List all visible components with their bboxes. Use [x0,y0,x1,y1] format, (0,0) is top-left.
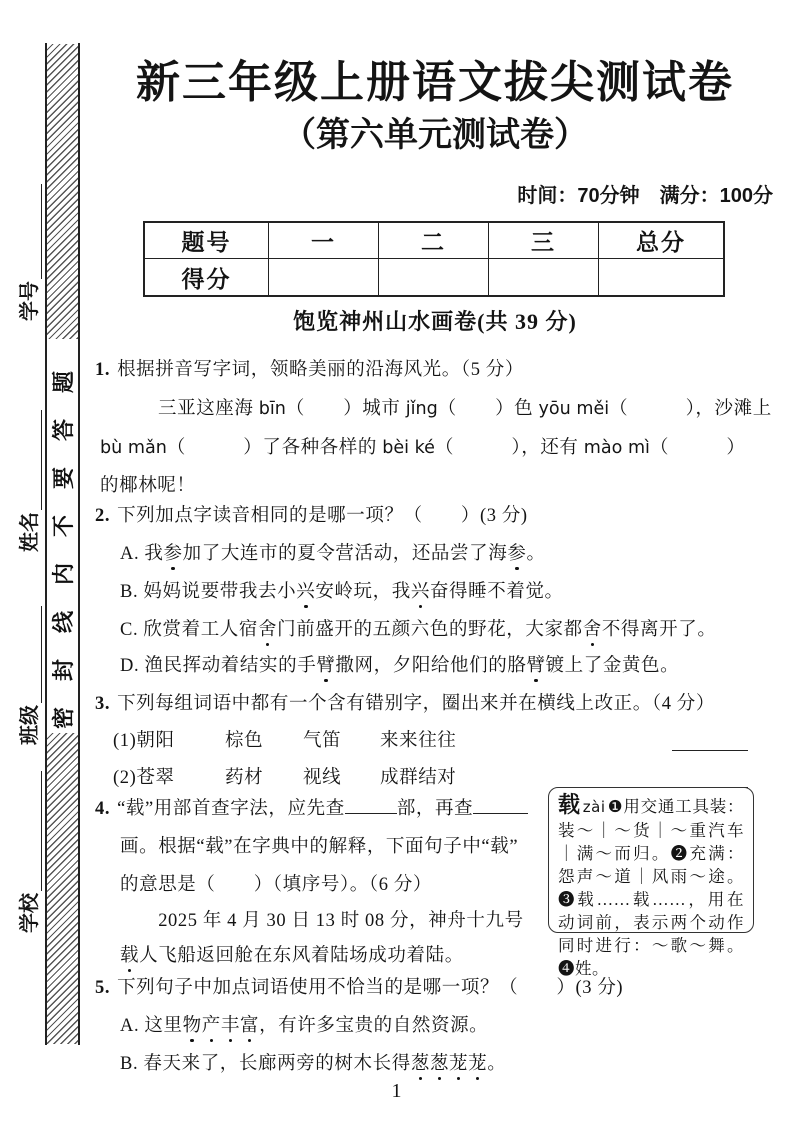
score-table [143,221,725,297]
question-number: 4. [95,799,111,819]
name-blank [20,410,42,510]
question-4-line-4: 2025 年 4 月 30 日 13 时 08 分，神舟十九号 [120,911,524,931]
question-number: 3. [95,694,111,714]
score-cell [489,259,599,295]
score-cell [599,259,723,295]
school-label: 学校 [19,893,41,933]
question-2-option-a: A. 我参加了大连市的夏令营活动，还品尝了海参。 [120,539,546,565]
question-2-option-b: B. 妈妈说要带我去小兴安岭玩，我兴奋得睡不着觉。 [120,577,564,603]
word-item: 药材 [225,768,264,788]
word-item: 来来往往 [380,731,457,751]
score-row-label: 得分 [145,259,269,295]
word-item: 成群结对 [380,768,457,788]
word-item: 棕色 [225,731,264,751]
class-blank [20,606,42,703]
question-4-line-2: 画。根据“载”在字典中的解释，下面句子中“载” [120,837,519,857]
question-4-line-5: 载人飞船返回舱在东风着陆场成功着陆。 [120,941,464,967]
seal-warning-text: 密封线内不要答题 [51,345,76,730]
paper-subtitle: （第六单元测试卷） [282,116,588,154]
name-field [12,382,42,552]
seal-band-right-line [78,43,80,1045]
school-field [12,763,42,933]
question-5-stem [95,973,623,999]
score-table-header-cell: 总分 [599,223,723,259]
dict-definitions: ❶用交通工具装：装～｜～货｜～重汽车｜满～而归。❷充满：怨声～道｜风雨～途。❸载……载……，用在动词前，表示两个动作同时进行：～歌～舞。❹姓。 [558,797,744,978]
score-cell [269,259,379,295]
question-5-option-b: B. 春天来了，长廊两旁的树木长得葱葱茏茏。 [120,1049,506,1075]
student-id-label: 学号 [19,281,41,321]
student-id-blank [20,184,42,279]
score-table-header-cell: 题号 [145,223,269,259]
dict-pinyin: zài [582,798,606,816]
score-cell [379,259,489,295]
class-label: 班级 [19,705,41,745]
page-number: 1 [391,1080,402,1102]
word-item: (2)苍翠 [113,768,175,788]
score-table-header-cell: 三 [489,223,599,259]
question-stem-text: 下列每组词语中都有一个含有错别字，圈出来并在横线上改正。（4 分） [117,694,716,714]
question-number: 2. [95,506,111,526]
question-3-row-1 [113,726,456,752]
dict-headword: 载 [558,792,581,817]
question-stem-text: “载”用部首查字法，应先查 部，再查 [117,799,528,819]
question-1-line: 三亚这座海 bīn（ ）城市 jǐng（ ）色 yōu měi（ ），沙滩上 [158,399,772,419]
name-label: 姓名 [19,512,41,552]
question-2-option-d: D. 渔民挥动着结实的手臂撒网，夕阳给他们的胳臂镀上了金黄色。 [120,651,679,677]
time-score-info: 时间：70分钟 满分：100分 [517,185,773,207]
word-item: 视线 [303,768,342,788]
question-3-stem [95,689,715,715]
score-table-header-cell: 一 [269,223,379,259]
question-2-stem [95,501,528,527]
student-id-field [12,151,42,321]
answer-blank [672,750,748,751]
question-number: 5. [95,978,111,998]
question-5-option-a: A. 这里物产丰富，有许多宝贵的自然资源。 [120,1011,488,1037]
question-2-option-c: C. 欣赏着工人宿舍门前盛开的五颜六色的野花，大家都舍不得离开了。 [120,615,716,641]
word-item: (1)朝阳 [113,731,175,751]
question-1-line: 的椰林呢！ [100,476,196,496]
seal-hatch-bottom [47,733,78,1044]
seal-hatch-top [47,44,78,339]
question-1-line: bù mǎn（ ）了各种各样的 bèi ké（ ），还有 mào mì（ ） [100,438,746,458]
word-item: 气笛 [303,731,342,751]
question-stem-text: 下列加点字读音相同的是哪一项？（ ）(3 分) [117,506,528,526]
class-field [12,575,42,745]
dictionary-entry-box [548,787,754,978]
question-3-row-2 [113,763,456,789]
question-4-line-1 [95,794,528,820]
paper-title: 新三年级上册语文拔尖测试卷 [136,58,734,107]
question-4-line-3: 的意思是（ ）（填序号）。（6 分） [120,875,433,895]
score-table-header-cell: 二 [379,223,489,259]
question-1-stem [95,355,524,381]
question-number: 1. [95,360,111,380]
question-stem-text: 下列句子中加点词语使用不恰当的是哪一项？（ ）(3 分) [117,978,624,998]
section-title: 饱览神州山水画卷(共 39 分) [293,309,577,334]
question-stem-text: 根据拼音写字词，领略美丽的沿海风光。（5 分） [117,360,525,380]
school-blank [20,771,42,891]
